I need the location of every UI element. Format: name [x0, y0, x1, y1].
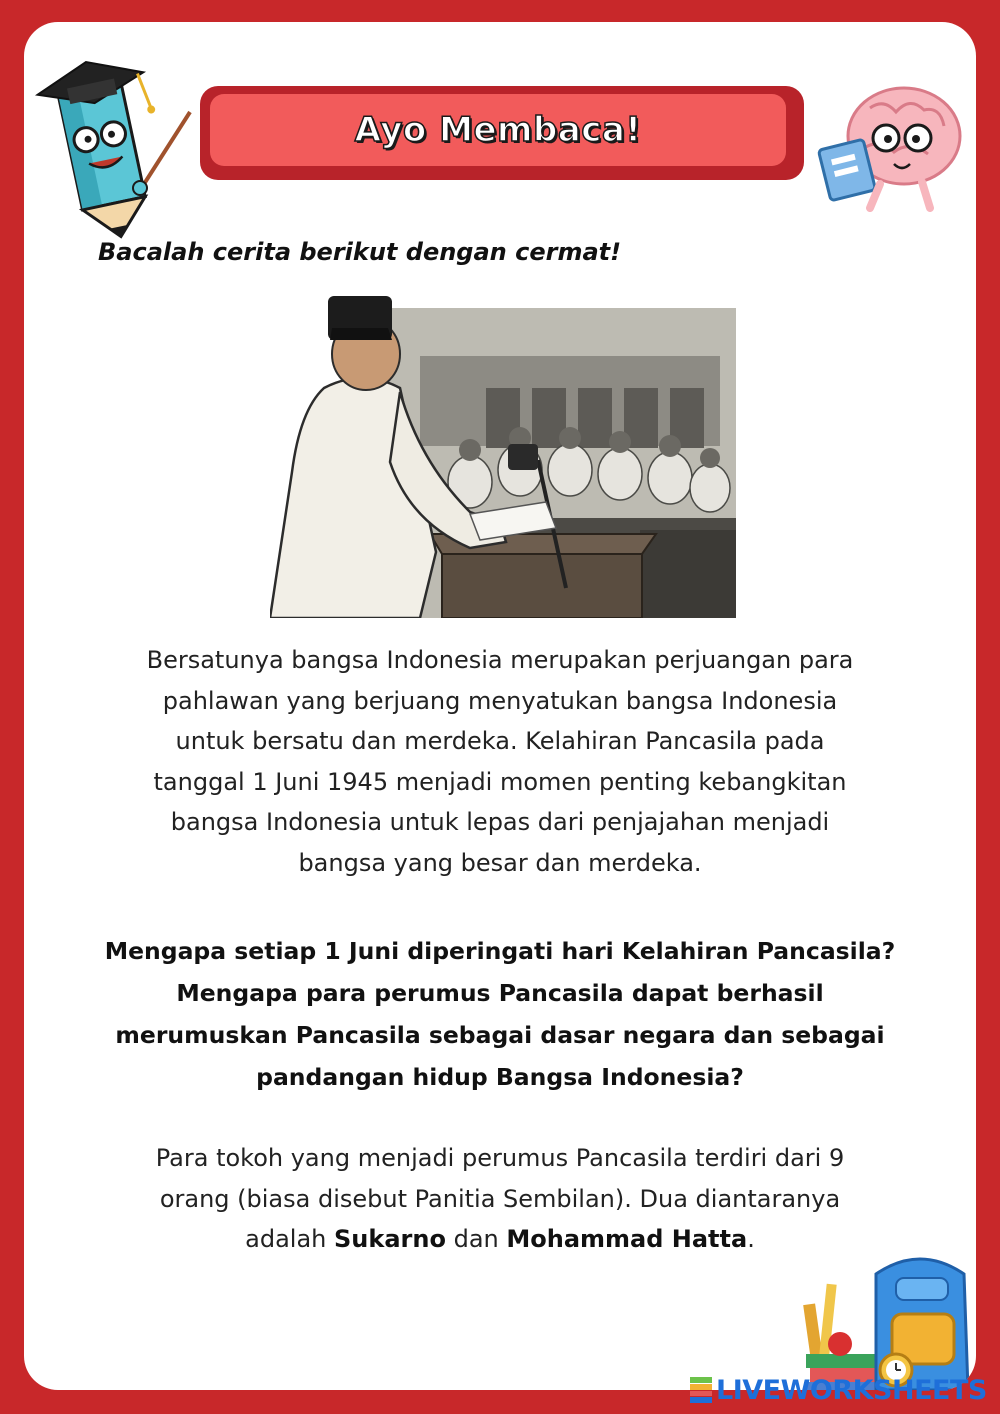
info-line: Para tokoh yang menjadi perumus Pancasila terdiri dari 9 — [155, 1144, 845, 1172]
pencil-mascot-icon — [34, 36, 192, 242]
story-line: tanggal 1 Juni 1945 menjadi momen penting kebangkitan — [153, 767, 847, 796]
question-line: Mengapa setiap 1 Juni diperingati hari Kelahiran Pancasila? — [104, 937, 896, 965]
info-paragraph — [84, 1138, 916, 1260]
question-line: merumuskan Pancasila sebagai dasar negara dan sebagai — [115, 1021, 885, 1049]
worksheet-page — [24, 22, 976, 1390]
story-paragraph — [84, 640, 916, 883]
questions-block — [84, 930, 916, 1098]
reading-instruction: Bacalah cerita berikut dengan cermat! — [98, 238, 622, 266]
info-line: orang (biasa disebut Panitia Sembilan). Dua diantaranya — [159, 1184, 841, 1213]
liveworksheets-watermark — [690, 1374, 987, 1406]
story-line: bangsa Indonesia untuk lepas dari penjajahan menjadi — [170, 808, 830, 836]
liveworksheets-logo-icon — [690, 1377, 712, 1403]
figure-name-hatta: Mohammad Hatta — [506, 1225, 748, 1253]
story-line: untuk bersatu dan merdeka. Kelahiran Pancasila pada — [175, 727, 825, 755]
info-line-prefix: adalah — [245, 1225, 335, 1253]
question-line: pandangan hidup Bangsa Indonesia? — [256, 1063, 744, 1091]
story-line: bangsa yang besar dan merdeka. — [298, 848, 702, 877]
story-line: pahlawan yang berjuang menyatukan bangsa Indonesia — [162, 686, 838, 715]
info-connector: dan — [445, 1225, 507, 1253]
figure-name-sukarno: Sukarno — [334, 1225, 446, 1253]
title-banner-inner — [210, 94, 786, 166]
story-line: Bersatunya bangsa Indonesia merupakan perjuangan para — [146, 646, 854, 674]
watermark-text: LIVEWORKSHEETS — [716, 1374, 987, 1406]
info-line — [84, 1219, 916, 1260]
info-suffix: . — [747, 1225, 755, 1253]
school-bag-icon — [800, 1244, 976, 1390]
brain-mascot-icon — [810, 68, 966, 216]
page-title: Ayo Membaca! — [354, 110, 642, 150]
question-line: Mengapa para perumus Pancasila dapat berhasil — [176, 979, 824, 1007]
title-banner — [200, 86, 804, 180]
podium-speech-illustration — [270, 292, 736, 618]
